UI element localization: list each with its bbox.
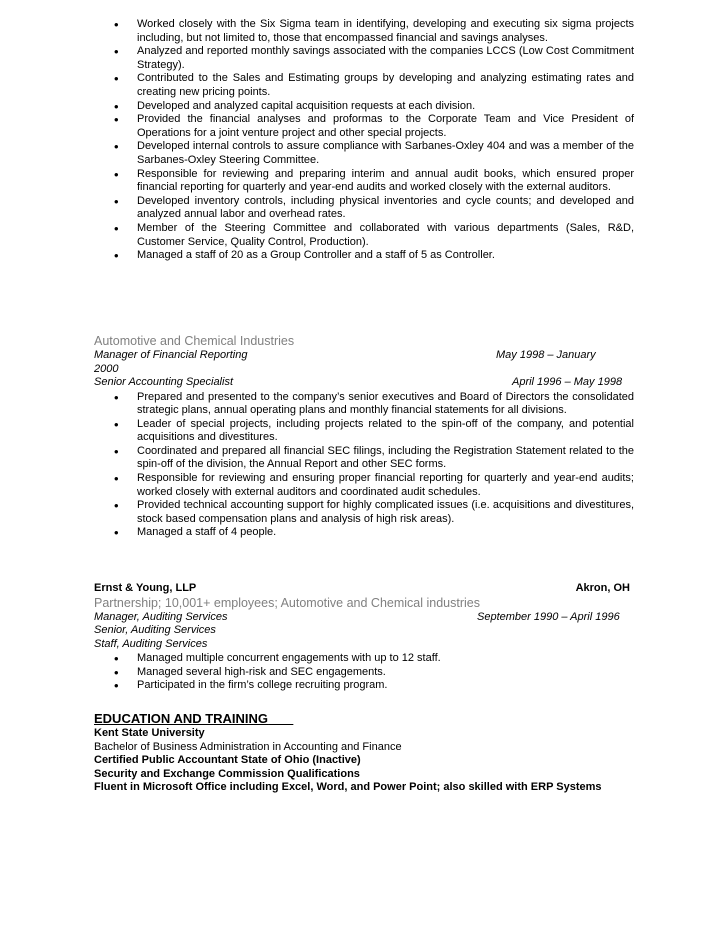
- bullet-icon: •: [114, 248, 119, 264]
- bullet-icon: •: [114, 678, 119, 694]
- experience-bullets-top: [94, 18, 634, 263]
- job-dates: April 1996 – May 1998: [512, 376, 623, 388]
- bullet-icon: •: [114, 651, 119, 667]
- bullet-item: [94, 652, 634, 666]
- ernst-section: [94, 582, 634, 693]
- bullet-item: [94, 45, 634, 72]
- job-role: [94, 638, 634, 652]
- job-dates: May 1998 – January: [496, 349, 596, 361]
- bullet-item: [94, 100, 634, 114]
- education-section: [94, 711, 634, 795]
- skills: Fluent in Microsoft Office including Excel, Word, and Power Point; also skilled with ERP Systems: [94, 781, 602, 794]
- bullet-icon: •: [114, 525, 119, 541]
- bullet-item: [94, 666, 634, 680]
- job-role: [94, 611, 634, 625]
- job-title: Senior, Auditing Services: [94, 624, 216, 637]
- bullet-item: [94, 526, 634, 540]
- company-heading: Automotive and Chemical Industries: [94, 334, 295, 348]
- bullet-text: Analyzed and reported monthly savings associated with the companies LCCS (Low Cost Commitment Strategy).: [137, 45, 634, 71]
- bullet-text: Coordinated and prepared all financial SEC filings, including the Registration Statement related to the spin-off of the division, the Annual Report and other SEC forms.: [137, 444, 634, 471]
- bullet-list: [94, 652, 634, 693]
- job-role: [94, 624, 634, 638]
- bullet-text: Worked closely with the Six Sigma team in identifying, developing and executing six sigma projects including, but not limited to, those that encompassed financial and savings analyses.: [137, 18, 634, 44]
- automotive-section: [94, 334, 634, 540]
- bullet-text: Responsible for reviewing and preparing interim and annual audit books, which ensured proper financial reporting for quarterly and year-end audits and worked closely with the external auditors.: [137, 167, 634, 194]
- degree: Bachelor of Business Administration in Accounting and Finance: [94, 740, 402, 753]
- bullet-icon: •: [114, 416, 119, 432]
- bullet-icon: •: [114, 471, 119, 487]
- job-title: Senior Accounting Specialist: [94, 376, 234, 388]
- bullet-list: [94, 18, 634, 263]
- bullet-icon: •: [114, 112, 119, 128]
- bullet-item: [94, 499, 634, 526]
- bullet-item: [94, 391, 634, 418]
- bullet-text: Responsible for reviewing and ensuring proper financial reporting for quarterly and year-end audits; worked closely with external auditors and coordinated audit schedules.: [137, 472, 634, 498]
- bullet-text: Developed and analyzed capital acquisition requests at each division.: [137, 99, 476, 112]
- bullet-text: Managed a staff of 20 as a Group Controller and a staff of 5 as Controller.: [137, 249, 495, 262]
- bullet-icon: •: [114, 71, 119, 87]
- bullet-item: [94, 195, 634, 222]
- bullet-item: [94, 249, 634, 263]
- bullet-icon: •: [114, 98, 119, 114]
- job-title: Manager of Financial Reporting: [94, 349, 248, 361]
- bullet-item: [94, 679, 634, 693]
- bullet-item: [94, 418, 634, 445]
- company-subheading: Partnership; 10,001+ employees; Automotive and Chemical industries: [94, 595, 480, 610]
- bullet-text: Prepared and presented to the company’s senior executives and Board of Directors the consolidated strategic plans, annual operating plans and monthly financial statements for all divisions.: [137, 390, 634, 417]
- bullet-icon: •: [114, 220, 119, 236]
- bullet-text: Managed multiple concurrent engagements with up to 12 staff.: [137, 652, 441, 665]
- bullet-list: [94, 391, 634, 541]
- bullet-icon: •: [114, 17, 119, 32]
- bullet-text: Member of the Steering Committee and collaborated with various departments (Sales, R&D, Customer Service, Quality Control, Production).: [137, 221, 634, 248]
- bullet-icon: •: [114, 443, 119, 459]
- job-dates: September 1990 – April 1996: [477, 610, 620, 623]
- bullet-item: [94, 113, 634, 140]
- company-name: Ernst & Young, LLP: [94, 582, 197, 594]
- school-name: Kent State University: [94, 727, 205, 739]
- bullet-item: [94, 168, 634, 195]
- company-location: Akron, OH: [575, 582, 630, 594]
- company-line: [94, 582, 634, 596]
- job-title: Manager, Auditing Services: [94, 610, 228, 623]
- bullet-item: [94, 222, 634, 249]
- bullet-text: Managed several high-risk and SEC engagements.: [137, 665, 386, 678]
- job-title: Staff, Auditing Services: [94, 637, 208, 650]
- bullet-icon: •: [114, 498, 119, 514]
- bullet-item: [94, 72, 634, 99]
- bullet-icon: •: [114, 193, 119, 209]
- qualification: Security and Exchange Commission Qualifications: [94, 767, 360, 780]
- bullet-text: Managed a staff of 4 people.: [137, 526, 277, 539]
- bullet-text: Participated in the firm’s college recruiting program.: [137, 679, 388, 692]
- bullet-item: [94, 472, 634, 499]
- bullet-icon: •: [114, 664, 119, 680]
- bullet-item: [94, 140, 634, 167]
- bullet-item: [94, 18, 634, 45]
- section-heading-text: EDUCATION AND TRAINING: [94, 711, 269, 726]
- bullet-text: Contributed to the Sales and Estimating groups by developing and analyzing estimating rates and creating new pricing points.: [137, 72, 634, 98]
- bullet-text: Developed inventory controls, including physical inventories and cycle counts; and developed and analyzed annual labor and overhead rates.: [137, 194, 634, 221]
- bullet-item: [94, 445, 634, 472]
- bullet-text: Provided the financial analyses and proformas to the Corporate Team and Vice President of Operations for a joint venture project and other special projects.: [137, 113, 634, 139]
- job-dates-continued: [94, 363, 634, 377]
- bullet-text: Leader of special projects, including projects related to the spin-off of the company, and potential acquisitions and divestitures.: [137, 417, 634, 444]
- bullet-text: Provided technical accounting support for highly complicated issues (i.e. acquisitions and divestitures, stock based compensation plans and analysis of high risk areas).: [137, 499, 634, 525]
- section-heading: [94, 711, 634, 727]
- job-role: [94, 376, 634, 390]
- job-role: [94, 349, 634, 363]
- bullet-icon: •: [114, 389, 119, 405]
- bullet-icon: •: [114, 44, 119, 60]
- bullet-icon: •: [114, 166, 119, 182]
- certification: Certified Public Accountant State of Ohio (Inactive): [94, 754, 361, 767]
- bullet-icon: •: [114, 139, 119, 155]
- job-dates-cont: 2000: [94, 362, 119, 375]
- bullet-text: Developed internal controls to assure compliance with Sarbanes-Oxley 404 and was a member of the Sarbanes-Oxley Steering Committee.: [137, 140, 634, 166]
